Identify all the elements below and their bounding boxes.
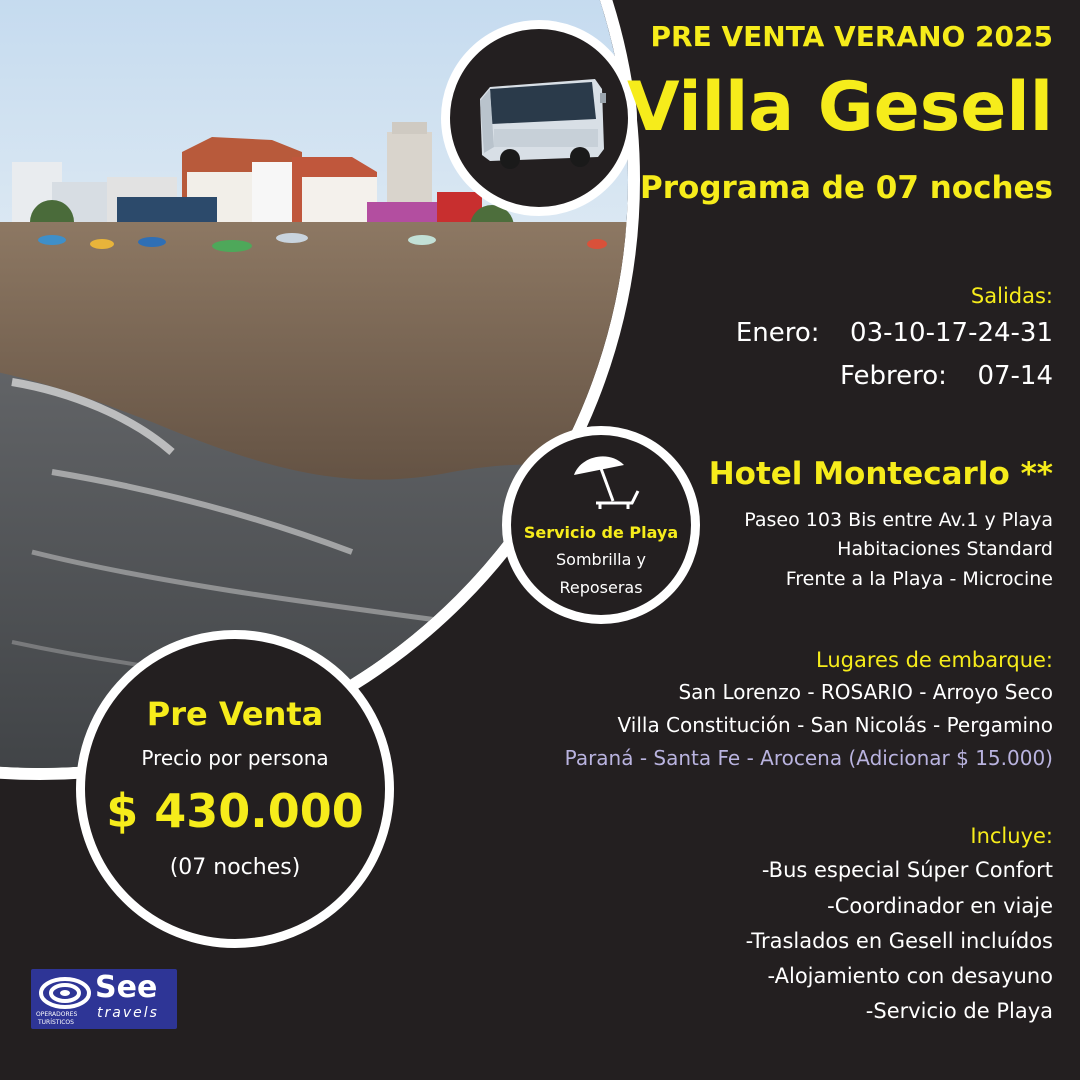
includes-title: Incluye: (970, 824, 1053, 848)
logo-tag1: OPERADORES (36, 1011, 78, 1018)
beach-service-line1: Sombrilla y (556, 550, 646, 569)
logo-brand: See (95, 970, 158, 1005)
price-subtitle: Precio por persona (141, 746, 329, 770)
include-item: -Coordinador en viaje (827, 894, 1053, 918)
price-nights: (07 noches) (169, 855, 301, 880)
boarding-line3: Paraná - Santa Fe - Arocena (Adicionar $ 15.000) (564, 746, 1053, 770)
logo-sub: travels (97, 1005, 159, 1021)
include-item: -Traslados en Gesell incluídos (745, 929, 1053, 953)
departures-january (736, 318, 1053, 348)
destination-title: Villa Gesell (626, 68, 1053, 147)
beach-service-badge (502, 426, 700, 624)
include-item: -Servicio de Playa (865, 999, 1053, 1023)
february-label: Febrero: (839, 361, 947, 391)
price-title: Pre Venta (146, 695, 324, 733)
beach-service-title: Servicio de Playa (523, 523, 679, 542)
program-title: Programa de 07 noches (640, 170, 1053, 206)
boarding-line2: Villa Constitución - San Nicolás - Pergamino (617, 713, 1053, 737)
departures-february (840, 361, 1053, 391)
include-item: -Alojamiento con desayuno (767, 964, 1053, 988)
bus-badge (441, 20, 637, 216)
boarding-title: Lugares de embarque: (816, 648, 1053, 672)
promo-title: PRE VENTA VERANO 2025 (650, 20, 1053, 53)
february-dates: 07-14 (977, 361, 1053, 391)
january-label: Enero: (735, 318, 820, 348)
departures-title: Salidas: (970, 284, 1053, 308)
logo-swirl-icon (37, 973, 93, 1013)
hotel-address: Paseo 103 Bis entre Av.1 y Playa (744, 509, 1053, 531)
hotel-rooms: Habitaciones Standard (837, 538, 1053, 560)
hotel-name: Hotel Montecarlo ** (708, 456, 1053, 492)
bus-icon (450, 29, 628, 207)
january-dates: 03-10-17-24-31 (850, 318, 1053, 348)
logo-tag2: TURÍSTICOS (38, 1019, 74, 1026)
beach-service-line2: Reposeras (559, 578, 643, 597)
include-item: -Bus especial Súper Confort (761, 858, 1053, 882)
price-amount: $ 430.000 (106, 784, 364, 838)
see-travels-logo (31, 969, 177, 1029)
beach-umbrella-icon (566, 451, 646, 511)
boarding-line1: San Lorenzo - ROSARIO - Arroyo Seco (678, 680, 1053, 704)
hotel-features: Frente a la Playa - Microcine (785, 568, 1053, 590)
price-badge (76, 630, 394, 948)
